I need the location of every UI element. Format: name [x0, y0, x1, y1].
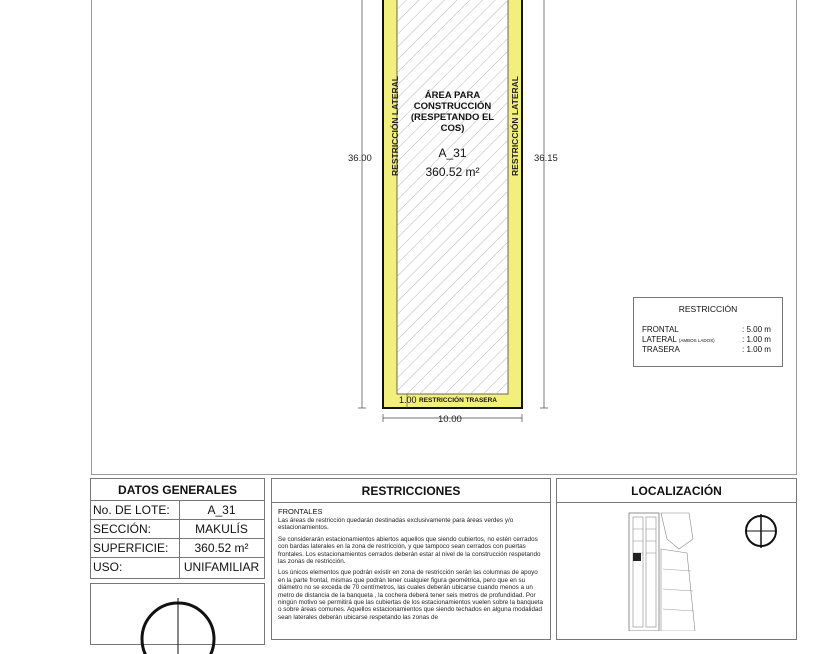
datos-label-seccion: SECCIÓN:	[93, 522, 152, 536]
lateral-restriction-right-label: RESTRICCIÓN LATERAL	[510, 76, 520, 176]
restricciones-subtitle: FRONTALES	[278, 507, 323, 516]
restricciones-paragraph: Los únicos elementos que podrán existir en zona de restricción serán las columnas de apoyo en la parte frontal, mismas que podrán tener cualquier figura geométrica, pero que en su diámetro no se exceda de 70 centímetros, las cuales deberán ubicarse cuando menos a un metro de distancia de la banqueta , la cochera deberá tener seis metros de profundidad. Por ningún motivo se permitirá que las cubiertas de los estacionamientos vuelen sobre la banqueta o sobre áreas comunes. Aquellos estacionamientos que siendo techados en alguna modalidad sean laterales deberán ubicarse respetando las zonas de	[278, 569, 543, 621]
north-arrow-icon	[743, 513, 779, 549]
north-symbol-panel	[90, 583, 265, 645]
restriction-row: FRONTAL : 5.00 m	[642, 325, 771, 334]
rear-restriction-label: RESTRICCIÓN TRASERA	[419, 397, 498, 404]
datos-generales-title: DATOS GENERALES	[118, 483, 237, 497]
datos-value-uso: UNIFAMILIAR	[183, 560, 260, 574]
datos-label-lote: No. DE LOTE:	[93, 503, 170, 517]
location-map	[627, 509, 697, 631]
area-label: ÁREA PARA CONSTRUCCIÓN (RESPETANDO EL COS)	[410, 90, 495, 134]
datos-value-lote: A_31	[207, 503, 236, 517]
restricciones-title: RESTRICCIONES	[361, 484, 461, 498]
datos-value-superficie: 360.52 m²	[194, 541, 249, 555]
datos-label-superficie: SUPERFICIE:	[93, 541, 169, 555]
restriction-row: LATERAL (AMBOS LADOS) : 1.00 m	[642, 335, 771, 344]
lot-plan-drawing	[355, 0, 555, 430]
restricciones-panel	[271, 478, 551, 640]
lateral-restriction-left-label: RESTRICCIÓN LATERAL	[390, 76, 400, 176]
lot-area-label: 360.52 m²	[425, 165, 480, 179]
dim-bottom: 10.00	[438, 414, 462, 425]
restricciones-paragraph: Se considerarán estacionamientos abiertos aquellos que siendo cubiertos, no estén cerrados con bardas laterales en la zona de restricción, y que tampoco sean cerrados con puertas frontales. Los estacionamientos cerrados deberán estar al nivel de la construcción respetando las zonas de restricción.	[278, 535, 541, 566]
localizacion-title: LOCALIZACIÓN	[631, 484, 722, 498]
dim-left: 36.00	[348, 153, 372, 164]
localizacion-panel	[556, 478, 797, 640]
dim-right: 36.15	[534, 153, 558, 164]
restriction-box-title: RESTRICCIÓN	[678, 304, 738, 314]
datos-value-seccion: MAKULÍS	[195, 522, 248, 536]
datos-label-uso: USO:	[93, 560, 123, 574]
restriction-box	[633, 297, 783, 367]
compass-icon	[131, 594, 231, 654]
restricciones-paragraph: Las áreas de restricción quedarán destinadas exclusivamente para áreas verdes y/o estacionamientos.	[278, 517, 514, 532]
restriction-row: TRASERA : 1.00 m	[642, 345, 771, 354]
datos-generales-panel	[90, 478, 265, 579]
rear-value: 1.00	[399, 395, 417, 405]
lot-id-label: A_31	[438, 146, 467, 160]
